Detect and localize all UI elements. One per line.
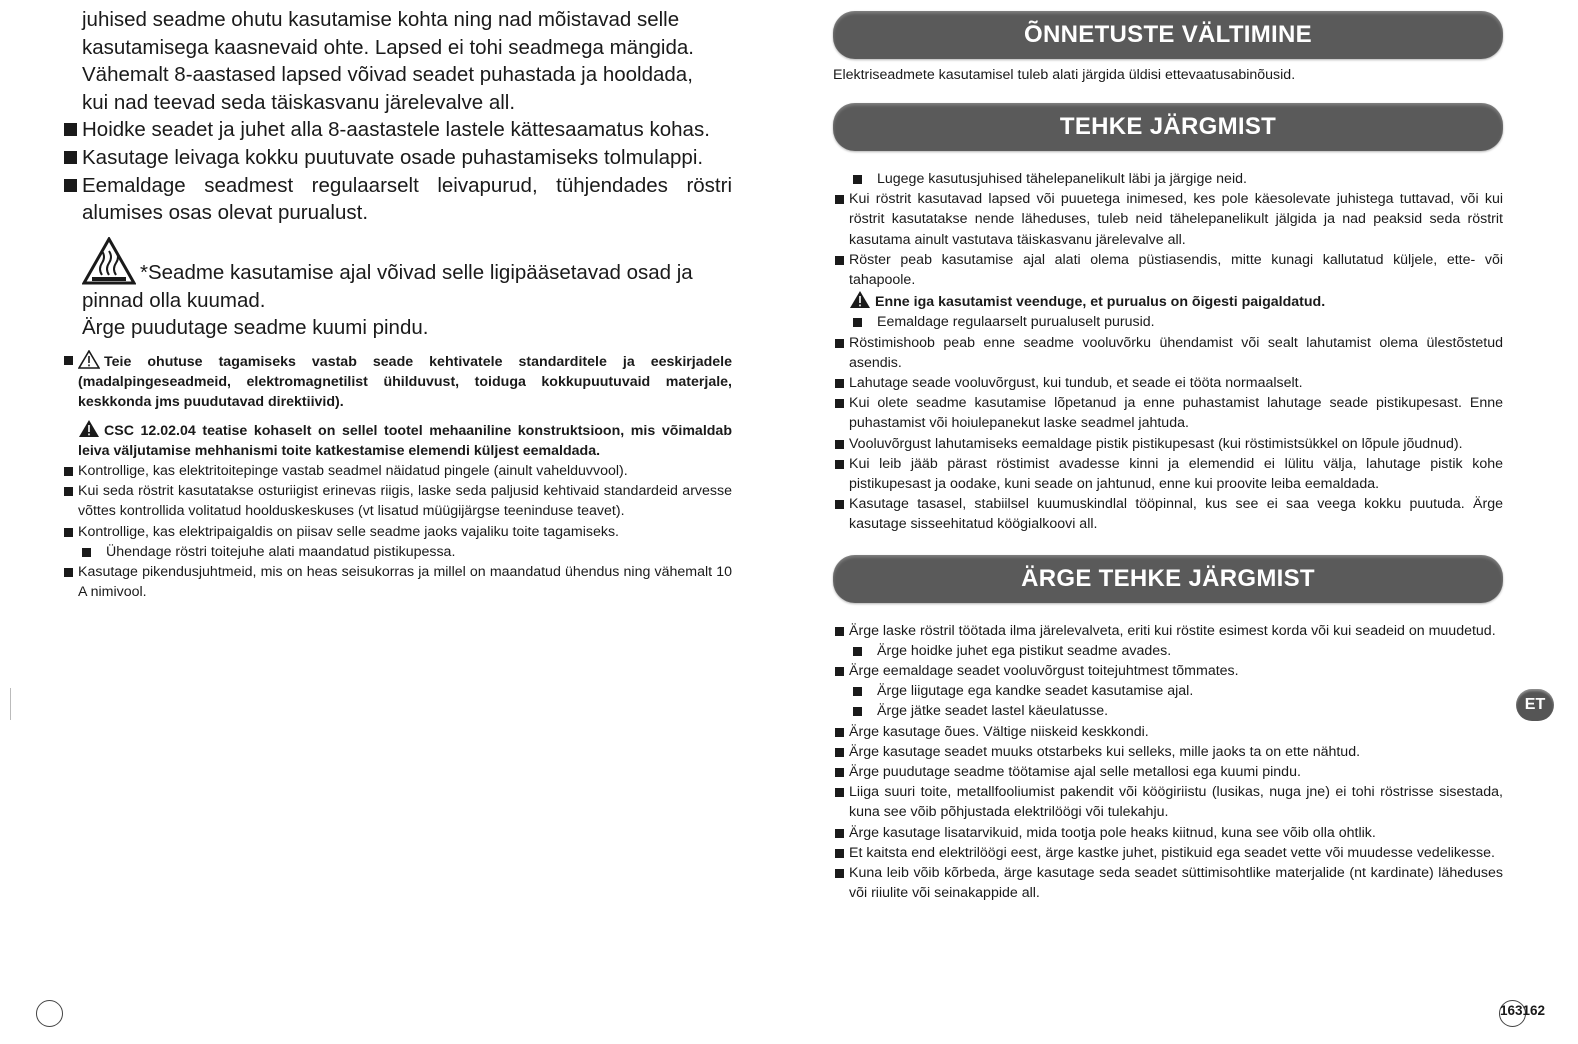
bullet-square-icon — [835, 379, 844, 388]
bullet-square-icon — [64, 123, 77, 136]
bullet-square-icon — [835, 399, 844, 408]
bullet-square-icon — [64, 151, 77, 164]
small-text-section — [62, 350, 732, 602]
intro-text: Elektriseadmete kasutamisel tuleb alati järgida üldisi ettevaatusabinõusid. — [833, 67, 1296, 83]
bullet-square-icon — [835, 195, 844, 204]
bullet-square-icon — [853, 707, 862, 716]
list-item: Ühendage röstri toitejuhe alati maandatud pistikupessa. — [62, 542, 732, 562]
warning-paragraph: Enne iga kasutamist veenduge, et purualus on õigesti paigaldatud. — [833, 290, 1503, 312]
list-item: Eemaldage regulaarselt purualuselt purusid. — [833, 312, 1503, 332]
bullet-square-icon — [835, 627, 844, 636]
list-item: Kui seda röstrit kasutatakse osturiigist erinevas riigis, laske seda paljusid kehtivaid standardeid arvesse võttes kontrollida volitatud hoolduskeskuses (vt lisatud müügijärgse teeninduse teavet). — [62, 481, 732, 521]
hot-surface-warning — [62, 237, 732, 342]
intro-line: Vähemalt 8-aastased lapsed võivad seadet puhastada ja hooldada, — [82, 63, 693, 87]
do-list — [833, 169, 1503, 535]
list-item: Kui olete seadme kasutamise lõpetanud ja enne puhastamist lahutage seade pistikupesast. Enne puhastamist või hoiulepanekut laske seadmel jahtuda. — [833, 393, 1503, 433]
list-item: Ärge kasutage seadet muuks otstarbeks kui selleks, mille jaoks ta on ette nähtud. — [833, 742, 1503, 762]
list-item: Lahutage seade vooluvõrgust, kui tundub, et seade ei tööta normaalselt. — [833, 373, 1503, 393]
list-item: Ärge eemaldage seadet vooluvõrgust toitejuhtmest tõmmates. — [833, 661, 1503, 681]
bullet-square-icon — [835, 829, 844, 838]
page-number: 163162 — [1500, 1003, 1546, 1018]
margin-mark — [10, 688, 11, 720]
list-item: Hoidke seadet ja juhet alla 8-aastastele lastele kättesaamatus kohas. — [62, 116, 732, 144]
list-item: Ärge jätke seadet lastel käeulatusse. — [833, 701, 1503, 721]
bullet-square-icon — [64, 467, 73, 476]
large-text-section — [62, 6, 732, 342]
bullet-square-icon — [835, 728, 844, 737]
list-item: Liiga suuri toite, metallfooliumist pakendit või köögiriistu (lusikas, nuga jne) ei tohi röstrisse sisestada, kuna see võib põhjustada elektrilöögi või tulekahju. — [833, 782, 1503, 822]
hot-surface-text: Ärge puudutage seadme kuumi pindu. — [82, 316, 429, 340]
section-banner-do: TEHKE JÄRGMIST — [833, 103, 1503, 151]
warning-icon — [849, 290, 871, 309]
bullet-square-icon — [835, 788, 844, 797]
bullet-square-icon — [835, 460, 844, 469]
list-item: Kuna leib võib kõrbeda, ärge kasutage seda seadet süttimisohtlike materjalide (nt kardinate) läheduses või riiulite või seinakappide all. — [833, 863, 1503, 903]
bullet-square-icon — [853, 687, 862, 696]
hot-surface-text: *Seadme kasutamise ajal võivad selle ligipääsetavad osad ja — [140, 261, 693, 285]
bullet-square-icon — [835, 667, 844, 676]
list-item: Eemaldage seadmest regulaarselt leivapurud, tühjendades röstri alumises osas olevat purualust. — [62, 172, 732, 227]
registration-circle — [36, 1000, 63, 1027]
bullet-square-icon — [64, 568, 73, 577]
bullet-square-icon — [853, 318, 862, 327]
list-item: Ärge kasutage õues. Vältige niiskeid keskkondi. — [833, 722, 1503, 742]
list-item: Vooluvõrgust lahutamiseks eemaldage pistik pistikupesast (kui röstimistsükkel on lõpule jõudnud). — [833, 434, 1503, 454]
bullet-square-icon — [835, 500, 844, 509]
bullet-square-icon — [853, 175, 862, 184]
bullet-square-icon — [835, 748, 844, 757]
hot-surface-text: pinnad olla kuumad. — [82, 288, 266, 312]
list-item: Kui leib jääb pärast röstimist avadesse kinni ja elemendid ei lülitu välja, lahutage pistik kohe pistikupesast ja oodake, kuni seade on jahtunud, enne kui proovite leiba eemaldada. — [833, 454, 1503, 494]
bullet-square-icon — [853, 647, 862, 656]
list-item: Et kaitsta end elektrilöögi eest, ärge kastke juhet, pistikuid ega seadet vette või muudesse vedelikesse. — [833, 843, 1503, 863]
right-column — [833, 0, 1503, 904]
bullet-square-icon — [835, 339, 844, 348]
warning-icon — [78, 350, 100, 369]
bullet-square-icon — [835, 849, 844, 858]
dont-list — [833, 621, 1503, 904]
intro-line: kasutamisega kaasnevaid ohte. Lapsed ei tohi seadmega mängida. — [82, 35, 694, 59]
list-item: Lugege kasutusjuhised tähelepanelikult läbi ja järgige neid. — [833, 169, 1503, 189]
list-item: Kontrollige, kas elektritoitepinge vastab seadmel näidatud pingele (ainult vahelduvvool). — [62, 461, 732, 481]
list-item: Ärge laske röstril töötada ilma järelevalveta, eriti kui röstite esimest korda või kui seadeid on muudetud. — [833, 621, 1503, 641]
list-item: Ärge kasutage lisatarvikuid, mida tootja pole heaks kiitnud, kuna see võib olla ohtlik. — [833, 823, 1503, 843]
bullet-square-icon — [64, 487, 73, 496]
bullet-square-icon — [835, 768, 844, 777]
bullet-square-icon — [835, 440, 844, 449]
list-item: Kasutage pikendusjuhtmeid, mis on heas seisukorras ja millel on maandatud ühendus ning vähemalt 10 A nimivool. — [62, 562, 732, 602]
list-item: Kasutage tasasel, stabiilsel kuumuskindlal tööpinnal, kus see ei saa veega kokku puutuda. Ärge kasutage sisseehitatud köögialkoovi all. — [833, 494, 1503, 534]
language-tab: ET — [1516, 689, 1554, 721]
bullet-square-icon — [64, 356, 73, 365]
list-item: Teie ohutuse tagamiseks vastab seade kehtivatele standarditele ja eeskirjadele (madalpingeseadmeid, elektromagnetilist ühilduvust, toiduga kokkupuutuvaid materjale, keskkonda jms puudutavad direktiivid). — [62, 350, 732, 413]
intro-line: juhised seadme ohutu kasutamise kohta ning nad mõistavad selle — [82, 8, 680, 31]
left-column — [62, 0, 732, 602]
list-item: Röster peab kasutamise ajal alati olema püstiasendis, mitte kunagi kallutatud küljele, ette- või tahapoole. — [833, 250, 1503, 290]
warning-paragraph: CSC 12.02.04 teatise kohaselt on sellel tootel mehaaniline konstruktsioon, mis võimaldab leiva väljutamise mehhanismi toite katkestamise elemendi küljest eemaldada. — [62, 419, 732, 461]
intro-paragraph — [62, 6, 732, 116]
bullet-square-icon — [82, 548, 91, 557]
list-item: Ärge liigutage ega kandke seadet kasutamise ajal. — [833, 681, 1503, 701]
list-item: Kasutage leivaga kokku puutuvate osade puhastamiseks tolmulappi. — [62, 144, 732, 172]
list-item: Röstimishoob peab enne seadme vooluvõrku ühendamist või sealt lahutamist olema ülestõstetud asendis. — [833, 333, 1503, 373]
list-item: Ärge puudutage seadme töötamise ajal selle metallosi ega kuumi pindu. — [833, 762, 1503, 782]
section-banner-dont: ÄRGE TEHKE JÄRGMIST — [833, 555, 1503, 603]
bullet-square-icon — [835, 256, 844, 265]
list-item: Kui röstrit kasutavad lapsed või puuetega inimesed, kes pole käesolevate juhistega tuttavad, või kui röstrit kasutatakse nende läheduses, tuleb neid tähelepanelikult jälgida ja nad peaksid seda röstrit kasutama ainult vastutava täiskasvanu järelevalve all. — [833, 189, 1503, 250]
list-item: Ärge hoidke juhet ega pistikut seadme avades. — [833, 641, 1503, 661]
warning-icon — [78, 419, 100, 438]
section-banner-accident-prevention: ÕNNETUSTE VÄLTIMINE — [833, 11, 1503, 59]
hot-surface-icon — [82, 237, 136, 287]
bullet-square-icon — [835, 869, 844, 878]
intro-line: kui nad teevad seda täiskasvanu järelevalve all. — [82, 90, 516, 114]
bullet-square-icon — [64, 528, 73, 537]
bullet-square-icon — [64, 179, 77, 192]
list-item: Kontrollige, kas elektripaigaldis on piisav selle seadme jaoks vajaliku toite tagamiseks. — [62, 522, 732, 542]
